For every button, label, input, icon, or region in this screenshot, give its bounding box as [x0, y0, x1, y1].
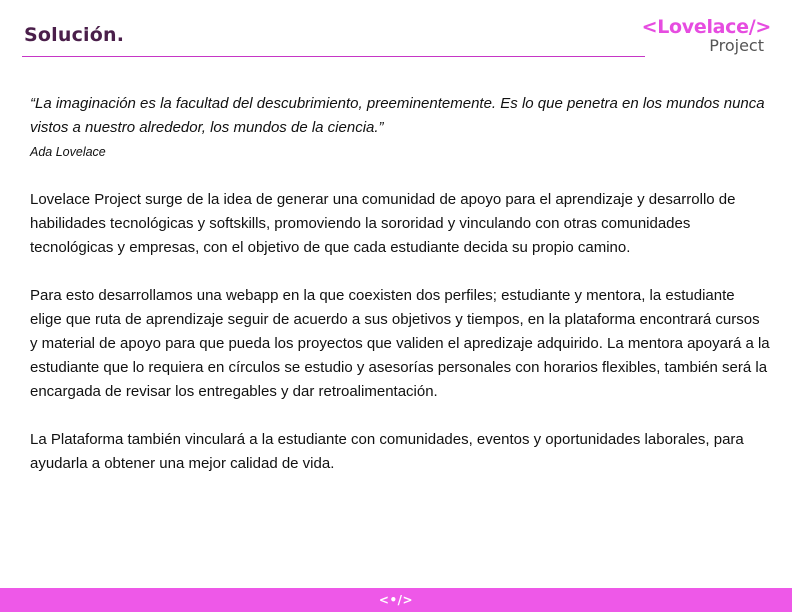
page-title: Solución.: [24, 24, 125, 46]
quote-text: “La imaginación es la facultad del descubrimiento, preeminentemente. Es lo que penetra en los mundos nunca vistos a nuestro alrededor, los mundos de la ciencia.”: [30, 95, 765, 136]
paragraph-webapp: Para esto desarrollamos una webapp en la que coexisten dos perfiles; estudiante y mentora, la estudiante elige que ruta de aprendizaje seguir de acuerdo a sus objetivos y tiempos, en la plataforma encontrará cursos y material de apoyo para que pueda los proyectos que validen el apredizaje adquirido. La mentora apoyará a la estudiante que lo requiera en círculos se estudio y asesorías personales con horarios flexibles, también será la encargada de revisar los entregables y dar retroalimentación.: [30, 287, 770, 400]
logo-subtext: Project: [709, 36, 764, 55]
title-divider: [22, 56, 645, 57]
quote-author: Ada Lovelace: [30, 145, 106, 159]
main-content: [30, 92, 770, 500]
footer-bar: [0, 588, 792, 612]
logo-text: <Lovelace/>: [641, 16, 771, 38]
paragraph-platform: La Plataforma también vinculará a la estudiante con comunidades, eventos y oportunidades laborales, para ayudarla a obtener una mejor calidad de vida.: [30, 431, 744, 472]
paragraph-intro: Lovelace Project surge de la idea de generar una comunidad de apoyo para el aprendizaje y desarrollo de habilidades tecnológicas y softskills, promoviendo la sororidad y vinculando con otras comunidades tecnológicas y empresas, con el objetivo de que cada estudiante decida su propio camino.: [30, 191, 736, 256]
code-heart-icon: <•/>: [378, 593, 414, 607]
brand-logo: [642, 18, 771, 54]
